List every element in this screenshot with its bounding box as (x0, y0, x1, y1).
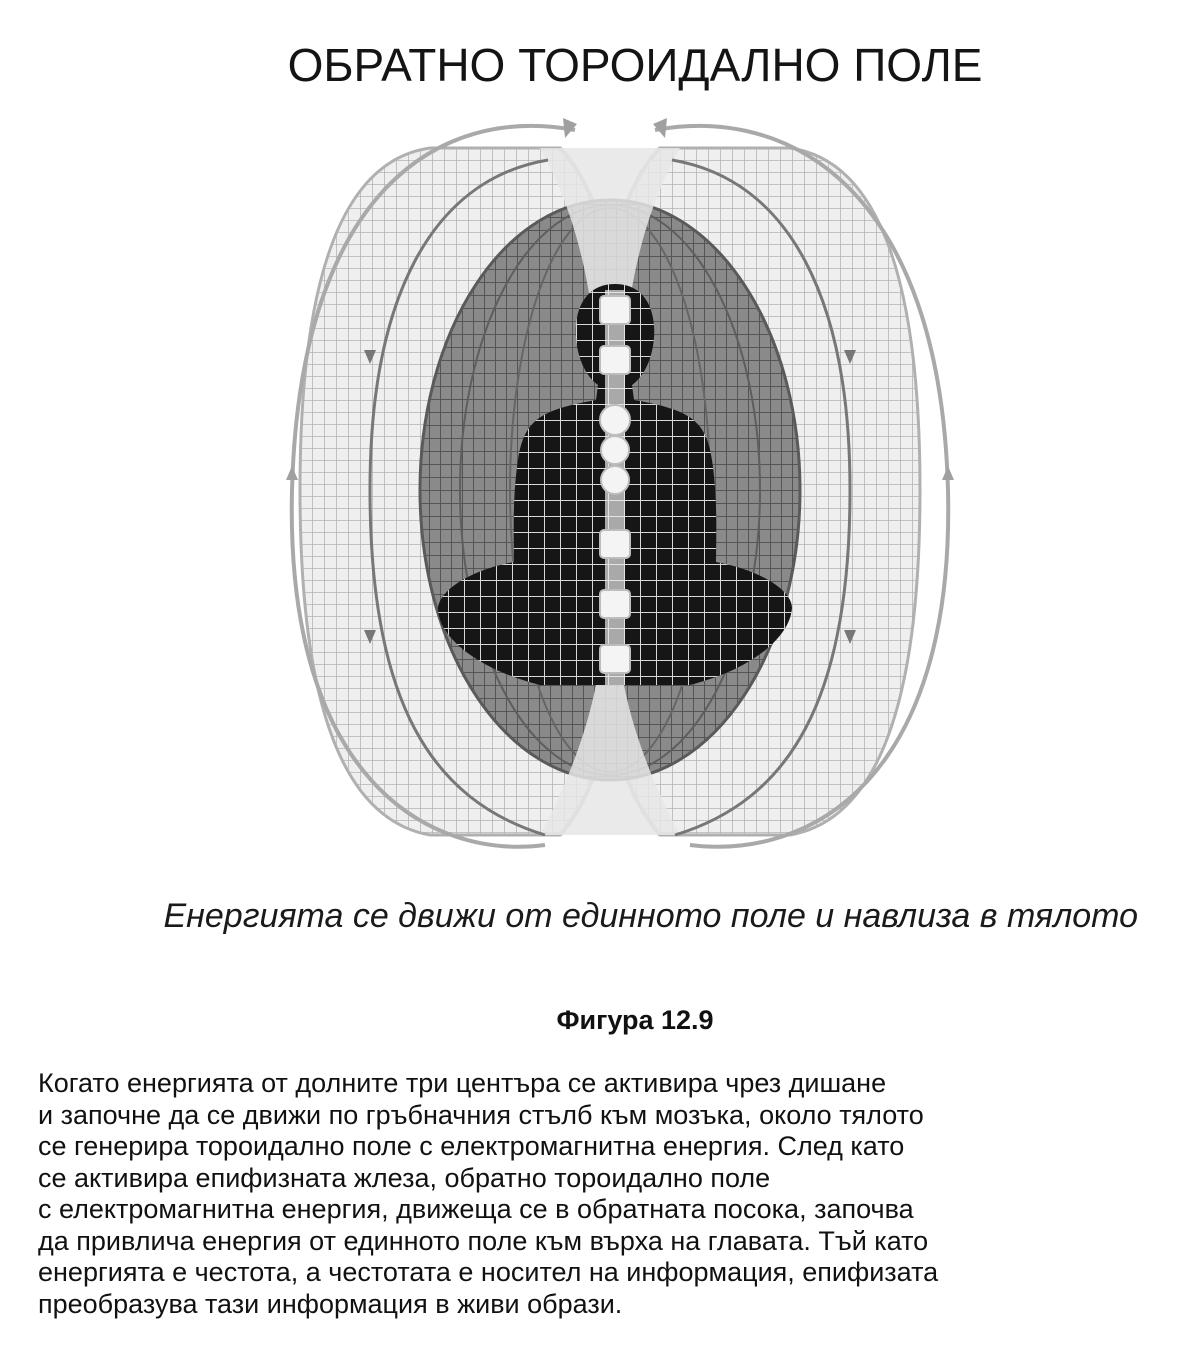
toroidal-field-illustration (0, 100, 1200, 880)
body-line: се генерира тороидално поле с електромагнитна енергия. След като (38, 1131, 905, 1161)
figure-label: Фигура 12.9 (556, 1005, 714, 1035)
figure-caption: Енергията се движи от единното поле и навлиза в тялото (163, 897, 1138, 935)
body-line: с електромагнитна енергия, движеща се в обратната посока, започва (38, 1194, 914, 1224)
body-line: енергията е честота, а честотата е носител на информация, епифизата (38, 1257, 939, 1287)
body-paragraph (38, 1068, 1178, 1320)
body-line: се активира епифизната жлеза, обратно тороидално поле (38, 1162, 771, 1193)
body-line: преобразува тази информация в живи образи. (38, 1288, 623, 1319)
body-line: Когато енергията от долните три центъра се активира чрез дишане (38, 1068, 887, 1098)
page-title: ОБРАТНО ТОРОИДАЛНО ПОЛЕ (287, 39, 983, 91)
body-line: да привлича енергия от единното поле към върха на главата. Тъй като (38, 1225, 929, 1256)
body-line: и започне да се движи по гръбначния стълб към мозъка, около тялото (38, 1099, 924, 1130)
